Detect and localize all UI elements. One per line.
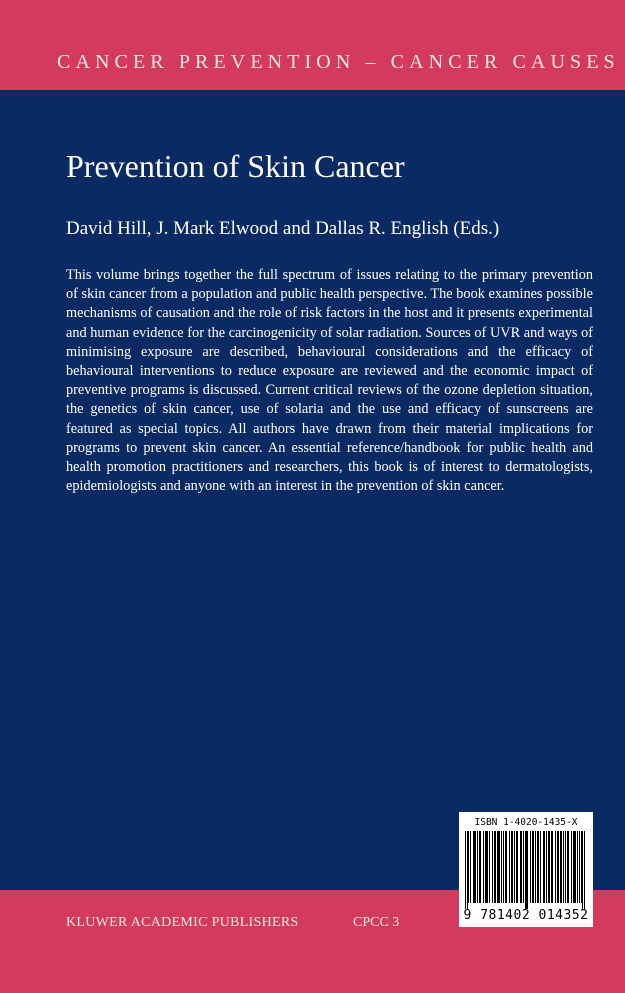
barcode-bar [579,831,580,903]
barcode-bar [548,831,549,903]
barcode-bar [549,831,550,903]
barcode-bar [498,831,499,903]
barcode-bar [526,831,527,909]
barcode-bar [546,831,547,903]
series-volume: CPCC 3 [353,915,400,930]
barcode-bar [495,831,496,903]
barcode-bar [565,831,566,903]
barcode-bar [567,831,568,903]
barcode-bar [538,831,539,903]
book-description: This volume brings together the full spectrum of issues relating to the primary prevention of skin cancer from a population and public health perspective. The book examines possible mechanisms of causation and the role of risk factors in the host and it presents experimental and human evidence for the carcinogenicity of solar radiation. Sources of UVR and ways of minimising exposure are described, behavioural considerations and the efficacy of behavioural interventions to reduce exposure are reviewed and the economic impact of preventive programs is discussed. Current critical reviews of the ozone depletion situation, the genetics of skin cancer, use of solaria and the use and efficacy of sunscreens are featured as special topics. All authors have drawn from their material implications for programs to prevent skin cancer. An essential reference/handbook for public health and health promotion practitioners and researchers, this book is of interest to dermatologists, epidemiologists and anyone with an interest in the prevention of skin cancer. [66,267,593,495]
barcode-bar [506,831,507,903]
barcode-bar [577,831,578,903]
publisher-name: KLUWER ACADEMIC PUBLISHERS [66,915,299,930]
barcode-bar [468,831,469,903]
barcode-bar [582,831,583,909]
barcode-bar [486,831,487,903]
barcode-bar [557,831,558,903]
ean-number: 9 781402 014352 [463,908,589,923]
barcode-bar [520,831,521,903]
barcode-bar [501,831,502,903]
series-title: CANCER PREVENTION – CANCER CAUSES [57,51,620,73]
barcode-bar [512,831,513,903]
barcode-bar [505,831,506,903]
barcode-bar [558,831,559,903]
barcode-bar [489,831,490,903]
barcode-bar [551,831,552,903]
barcode-bar [555,831,556,903]
barcode-bar [485,831,486,903]
barcode-bar [560,831,561,903]
barcode-bar [511,831,512,903]
barcode-bar [517,831,518,903]
barcode-bar [525,831,526,909]
barcode-bar [523,831,524,903]
isbn-label: ISBN 1-4020-1435-X [474,817,578,828]
barcode-bar [581,831,582,903]
barcode-bar [514,831,515,903]
barcode-bar [533,831,534,903]
barcode-bar [543,831,544,903]
barcode-bar [571,831,572,903]
barcode-bar [563,831,564,903]
barcode-bar [480,831,481,903]
barcode-bar [492,831,493,903]
barcode-bar [473,831,474,903]
barcode-bar [470,831,471,903]
barcode-bar [465,831,466,909]
barcode-bar [552,831,553,903]
barcode-bar [516,831,517,903]
barcode-bar [477,831,478,903]
barcode-bar [497,831,498,903]
barcode-bar [499,831,500,903]
barcode-bar [537,831,538,903]
barcode-bar [535,831,536,903]
barcode-bar [483,831,484,903]
barcode-bar [561,831,562,903]
top-band [0,0,625,90]
barcode-bar [521,831,522,903]
barcode-bar [467,831,468,909]
barcode-bar [475,831,476,903]
barcode-bar [509,831,510,903]
barcode-bar [544,831,545,903]
isbn-barcode-box [459,812,593,927]
barcode-bar [494,831,495,903]
barcode-bar [573,831,574,903]
barcode-bar [474,831,475,903]
barcode-bar [503,831,504,903]
barcode-bar [479,831,480,903]
barcode-bar [532,831,533,903]
barcode-bar [568,831,569,903]
barcode-icon [465,831,587,909]
barcode-bar [527,831,528,909]
book-authors: David Hill, J. Mark Elwood and Dallas R. English (Eds.) [66,218,500,239]
barcode-bar [530,831,531,903]
barcode-bar [575,831,576,903]
barcode-bar [487,831,488,903]
barcode-bar [584,831,585,909]
book-title: Prevention of Skin Cancer [66,148,405,184]
barcode-bar [574,831,575,903]
barcode-bar [540,831,541,903]
